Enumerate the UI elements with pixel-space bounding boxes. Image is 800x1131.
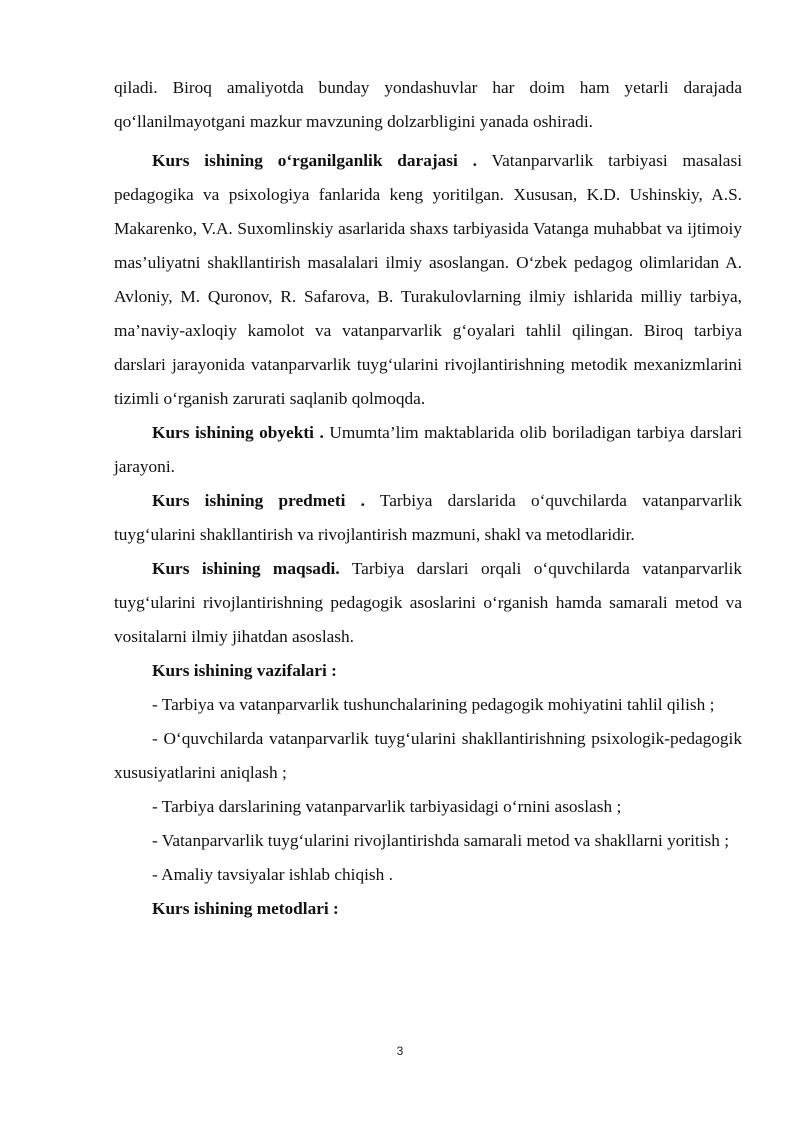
study-degree-paragraph bbox=[114, 144, 742, 416]
task-item: - Tarbiya va vatanparvarlik tushunchalarining pedagogik mohiyatini tahlil qilish ; bbox=[152, 695, 715, 714]
task-item: - O‘quvchilarda vatanparvarlik tuyg‘ularini shakllantirishning psixologik-pedagogik xususiyatlarini aniqlash ; bbox=[114, 729, 742, 782]
task-item: - Vatanparvarlik tuyg‘ularini rivojlantirishda samarali metod va shakllarni yoritish ; bbox=[152, 831, 730, 850]
object-paragraph bbox=[114, 416, 742, 484]
intro-continuation-paragraph: qiladi. Biroq amaliyotda bunday yondashuvlar har doim ham yetarli darajada qo‘llanilmayotgani mazkur mavzuning dolzarbligini yanada oshiradi. bbox=[114, 78, 742, 131]
study-degree-text: Vatanparvarlik tarbiyasi masalasi pedagogika va psixologiya fanlarida keng yoritilgan. Xususan, K.D. Ushinskiy, A.S. Makarenko, V.A. Suxomlinskiy asarlarida shaxs tarbiyasida Vatanga muhabbat va ijtimoiy mas’uliyatni shakllantirish masalalari ilmiy asoslangan. O‘zbek pedagog olimlaridan A. Avloniy, M. Quronov, R. Safarova, B. Turakulovlarning ilmiy ishlarida milliy tarbiya, ma’naviy-axloqiy kamolot va vatanparvarlik g‘oyalari tahlil qilingan. Biroq tarbiya darslari jarayonida vatanparvarlik tuyg‘ularini rivojlantirishning metodik mexanizmlarini tizimli o‘rganish zarurati saqlanib qolmoqda. bbox=[114, 151, 742, 408]
goal-heading: Kurs ishining maqsadi. bbox=[152, 559, 340, 578]
document-page bbox=[114, 71, 742, 926]
methods-heading: Kurs ishining metodlari : bbox=[152, 899, 339, 918]
subject-paragraph bbox=[114, 484, 742, 552]
goal-text: Tarbiya darslari orqali o‘quvchilarda vatanparvarlik tuyg‘ularini rivojlantirishning pedagogik asoslarini o‘rganish hamda samarali metod va vositalarni ilmiy jihatdan asoslash. bbox=[114, 559, 742, 646]
object-text: Umumta’lim maktablarida olib boriladigan tarbiya darslari jarayoni. bbox=[114, 423, 742, 476]
page-number: 3 bbox=[396, 1044, 404, 1058]
goal-paragraph bbox=[114, 552, 742, 654]
study-degree-heading: Kurs ishining o‘rganilganlik darajasi . bbox=[152, 151, 477, 170]
tasks-heading: Kurs ishining vazifalari : bbox=[152, 661, 337, 680]
object-heading: Kurs ishining obyekti . bbox=[152, 423, 324, 442]
subject-heading: Kurs ishining predmeti . bbox=[152, 491, 365, 510]
task-item: - Amaliy tavsiyalar ishlab chiqish . bbox=[152, 865, 393, 884]
subject-text: Tarbiya darslarida o‘quvchilarda vatanparvarlik tuyg‘ularini shakllantirish va rivojlantirish mazmuni, shakl va metodlaridir. bbox=[114, 491, 742, 544]
task-item: - Tarbiya darslarining vatanparvarlik tarbiyasidagi o‘rnini asoslash ; bbox=[152, 797, 622, 816]
